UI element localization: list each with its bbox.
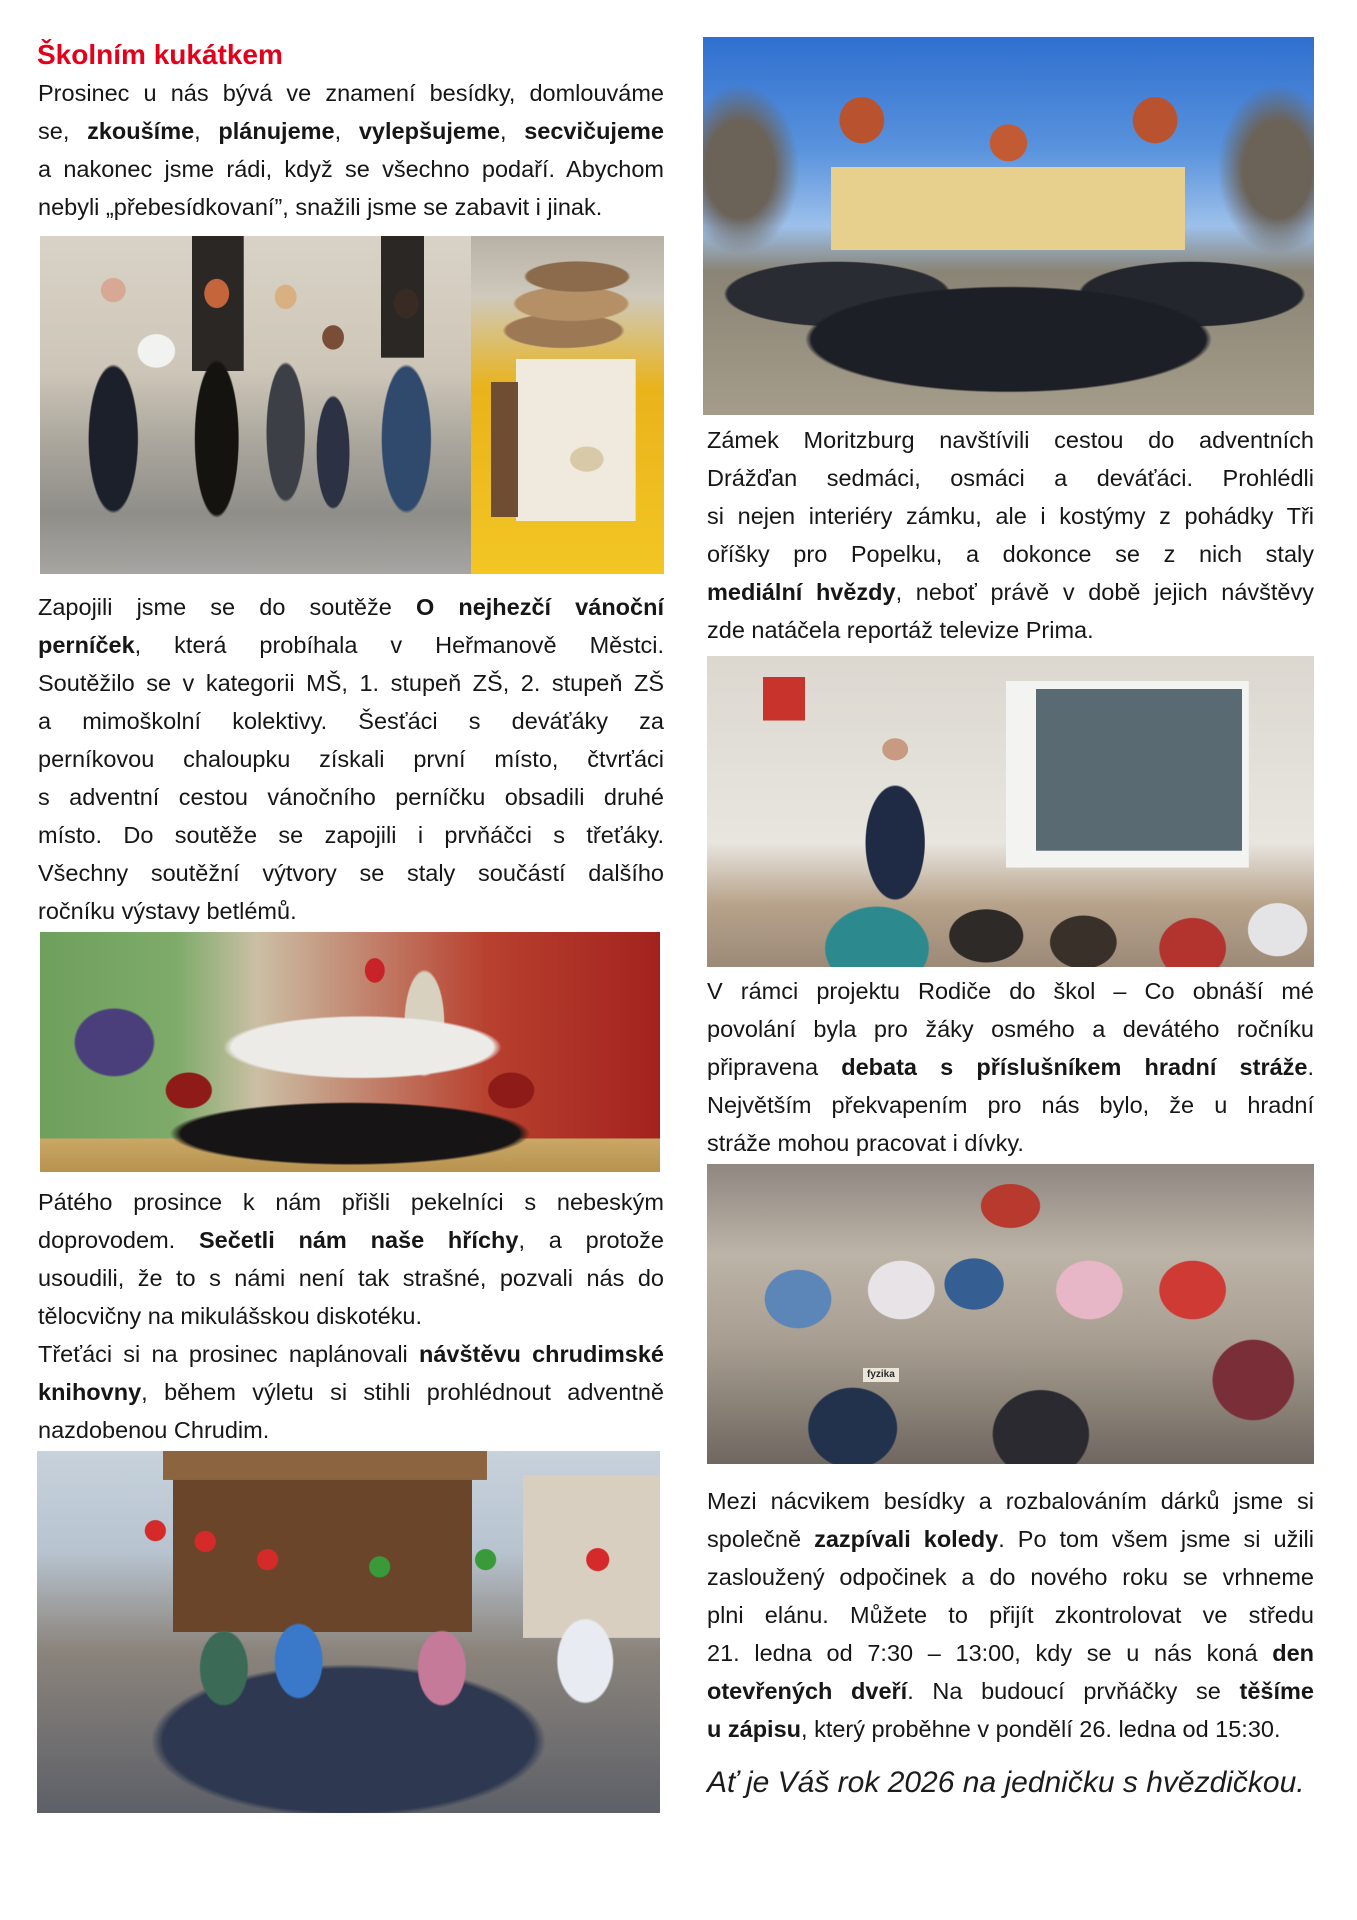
bold-text-run: den [1272, 1640, 1314, 1666]
library-paragraph [38, 1335, 664, 1449]
bold-text-run: zazpívali koledy [814, 1526, 999, 1552]
classroom-sign: fyzika [863, 1368, 899, 1382]
text-line [38, 188, 664, 226]
text-line [38, 626, 664, 664]
text-run: se, [38, 118, 88, 144]
text-line [38, 588, 664, 626]
photo-castle-guard-debate [707, 656, 1314, 967]
text-line [38, 1411, 664, 1449]
text-run: Třeťáci si na prosinec naplánovali [38, 1341, 419, 1367]
text-run: . Na budoucí prvňáčky se [907, 1678, 1240, 1704]
photo-ceremony [40, 236, 471, 574]
carols-paragraph [707, 1482, 1314, 1748]
text-line [38, 892, 664, 930]
text-run: , [194, 118, 219, 144]
text-run: a nakonec jsme rádi, když se všechno podaří. Abychom [38, 156, 664, 182]
text-line [38, 1297, 664, 1335]
text-line [707, 1520, 1314, 1558]
text-run: , [499, 118, 525, 144]
text-line [707, 1086, 1314, 1124]
text-line [707, 535, 1314, 573]
text-line [707, 1048, 1314, 1086]
text-line [707, 1596, 1314, 1634]
text-run: povolání byla pro žáky osmého a devátého ročníku [707, 1016, 1314, 1042]
bold-text-run: debata s příslušníkem hradní stráže [841, 1054, 1308, 1080]
text-run: . Po tom všem jsme si užili [998, 1526, 1314, 1552]
text-run: Zámek Moritzburg navštívili cestou do adventních [707, 427, 1314, 453]
text-line [707, 1124, 1314, 1162]
intro-paragraph [38, 74, 664, 226]
text-line [38, 816, 664, 854]
bold-text-run: zkoušíme [87, 118, 195, 144]
text-run: Mezi nácvikem besídky a rozbalováním dárků jsme si [707, 1488, 1314, 1514]
text-run: oříšky pro Popelku, a dokonce se z nich staly [707, 541, 1314, 567]
text-run: tělocvičny na mikulášskou diskotéku. [38, 1303, 423, 1329]
text-line [707, 972, 1314, 1010]
text-line [38, 150, 664, 188]
text-line [707, 1482, 1314, 1520]
text-run: . [1307, 1054, 1314, 1080]
text-run: společně [707, 1526, 815, 1552]
text-run: , neboť právě v době jejich návštěvy [895, 579, 1314, 605]
text-line [707, 1558, 1314, 1596]
bold-text-run: těšíme [1239, 1678, 1314, 1704]
moritzburg-paragraph [707, 421, 1314, 649]
text-run: usoudili, že to s námi není tak strašné, pozvali nás do [38, 1265, 664, 1291]
text-run: doprovodem. [38, 1227, 199, 1253]
bold-text-run: u zápisu [707, 1716, 802, 1742]
text-line [38, 74, 664, 112]
text-line [707, 1010, 1314, 1048]
text-line [707, 1710, 1314, 1748]
text-line [707, 1634, 1314, 1672]
photo-devils-and-angels [40, 932, 660, 1172]
photo-gingerbread-house [471, 236, 664, 574]
text-run: místo. Do soutěže se zapojili i prvňáčci s třeťáky. [38, 822, 664, 848]
closing-wish: Ať je Váš rok 2026 na jedničku s hvězdičkou. [707, 1766, 1305, 1799]
text-run: plni elánu. Můžete to přijít zkontrolovat ve středu [707, 1602, 1314, 1628]
text-line [707, 573, 1314, 611]
text-line [707, 497, 1314, 535]
photo-children-caroling [707, 1164, 1314, 1464]
text-line [707, 611, 1314, 649]
text-line [38, 740, 664, 778]
text-run: nebyli „přebesídkovaní”, snažili jsme se zabavit i jinak. [38, 194, 603, 220]
photo-moritzburg-castle [703, 37, 1314, 415]
text-line [38, 664, 664, 702]
text-run: Všechny soutěžní výtvory se staly součástí dalšího [38, 860, 664, 886]
bold-text-run: knihovny [38, 1379, 142, 1405]
text-run: 21. ledna od 7:30 – 13:00, kdy se u nás koná [707, 1640, 1273, 1666]
bold-text-run: vylepšujeme [358, 118, 500, 144]
text-line [707, 459, 1314, 497]
bold-text-run: Sečetli nám naše hříchy [198, 1227, 519, 1253]
text-run: Zapojili jsme se do soutěže [38, 594, 416, 620]
mikulas-paragraph [38, 1183, 664, 1335]
text-line [38, 1183, 664, 1221]
text-line [38, 778, 664, 816]
text-run: Drážďan sedmáci, osmáci a deváťáci. Prohlédli [707, 465, 1314, 491]
bold-text-run: secvičujeme [524, 118, 664, 144]
text-run: , [334, 118, 359, 144]
gingerbread-paragraph [38, 588, 664, 930]
text-run: zde natáčela reportáž televize Prima. [707, 617, 1094, 643]
text-line [38, 1335, 664, 1373]
text-line [707, 1672, 1314, 1710]
text-line [707, 421, 1314, 459]
text-line [38, 854, 664, 892]
text-line [38, 1259, 664, 1297]
page-title: Školním kukátkem [37, 39, 283, 70]
text-run: a mimoškolní kolektivy. Šesťáci s deváťáky za [38, 708, 664, 734]
bold-text-run: perníček [38, 632, 135, 658]
text-run: Prosinec u nás bývá ve znamení besídky, domlouváme [38, 80, 664, 106]
text-line [38, 1221, 664, 1259]
guard-paragraph [707, 972, 1314, 1162]
text-run: , která probíhala v Heřmanově Městci. [134, 632, 664, 658]
bold-text-run: návštěvu chrudimské [418, 1341, 664, 1367]
text-run: ročníku výstavy betlémů. [38, 898, 297, 924]
text-run: nazdobenou Chrudim. [38, 1417, 270, 1443]
text-run: Největším překvapením pro nás bylo, že u hradní [707, 1092, 1314, 1118]
text-line [38, 1373, 664, 1411]
text-run: si nejen interiéry zámku, ale i kostýmy z pohádky Tři [707, 503, 1314, 529]
text-run: Pátého prosince k nám přišli pekelníci s nebeským [38, 1189, 664, 1215]
bold-text-run: otevřených dveří [707, 1678, 908, 1704]
text-run: připravena [707, 1054, 842, 1080]
text-run: Soutěžilo se v kategorii MŠ, 1. stupeň ZŠ, 2. stupeň ZŠ [38, 670, 664, 696]
bold-text-run: plánujeme [218, 118, 335, 144]
text-run: perníkovou chaloupku získali první místo, čtvrťáci [38, 746, 664, 772]
text-run: s adventní cestou vánočního perníčku obsadili druhé [38, 784, 664, 810]
text-run: V rámci projektu Rodiče do škol – Co obnáší mé [707, 978, 1314, 1004]
text-line [38, 112, 664, 150]
text-run: , který proběhne v pondělí 26. ledna od 15:30. [801, 1716, 1281, 1742]
text-line [38, 702, 664, 740]
bold-text-run: O nejhezčí vánoční [415, 594, 664, 620]
photo-christmas-market [37, 1451, 660, 1813]
text-run: zasloužený odpočinek a do nového roku se vrhneme [707, 1564, 1314, 1590]
text-run: , během výletu si stihli prohlédnout adventně [141, 1379, 664, 1405]
text-run: stráže mohou pracovat i dívky. [707, 1130, 1024, 1156]
bold-text-run: mediální hvězdy [707, 579, 896, 605]
text-run: , a protože [518, 1227, 664, 1253]
